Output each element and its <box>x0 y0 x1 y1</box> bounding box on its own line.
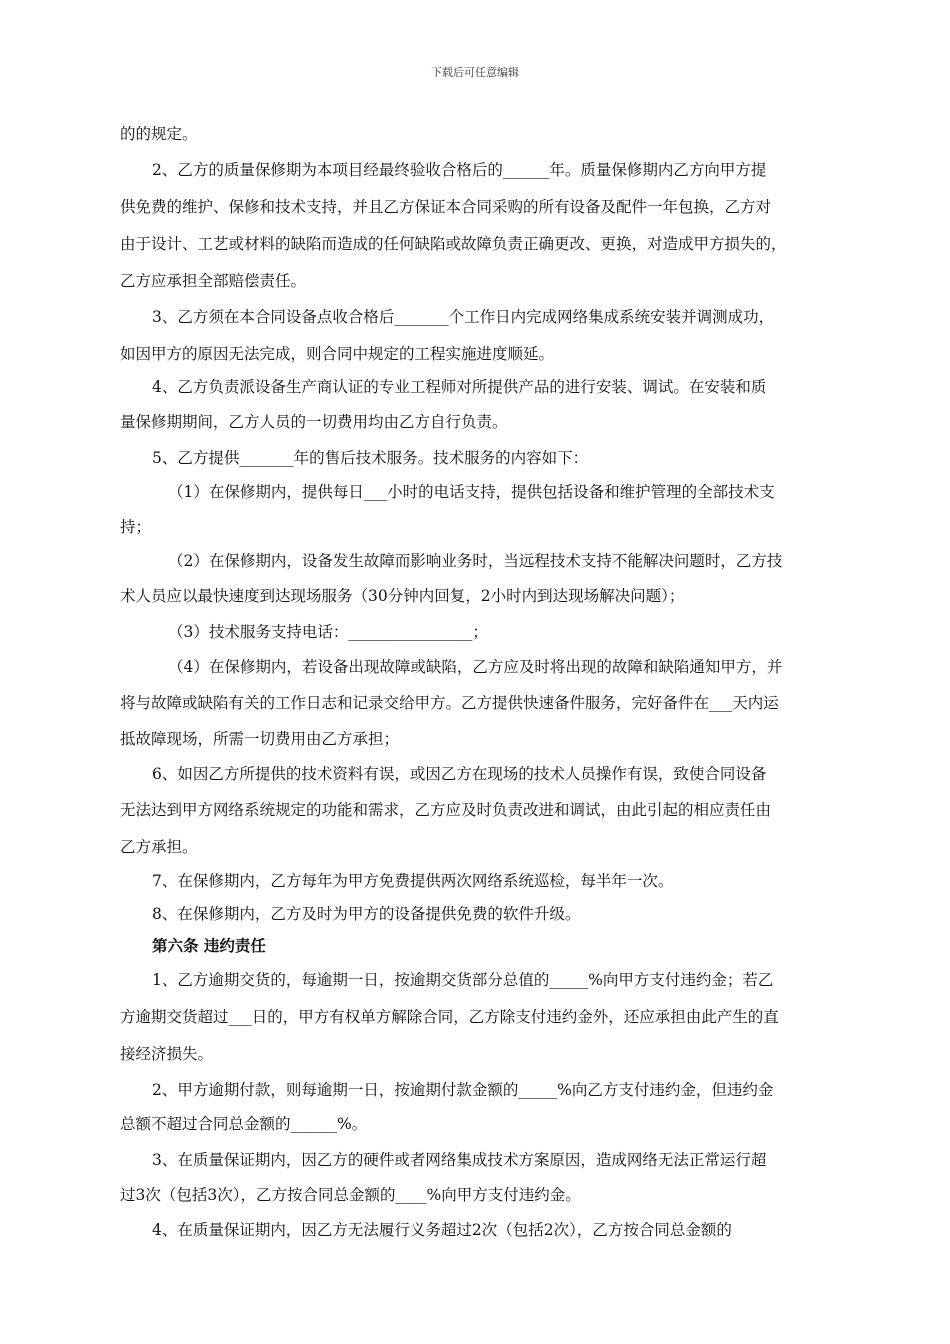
text-line: （4）在保修期内，若设备出现故障或缺陷，乙方应及时将出现的故障和缺陷通知甲方，并 <box>168 658 783 676</box>
text-line: 过3次（包括3次），乙方按合同总金额的____%向甲方支付违约金。 <box>120 1186 581 1204</box>
text-line: （2）在保修期内，设备发生故障而影响业务时，当远程技术支持不能解决问题时，乙方技 <box>168 552 783 570</box>
text-line: 方逾期交货超过___日的，甲方有权单方解除合同，乙方除支付违约金外，还应承担由此产生的直 <box>120 1008 779 1026</box>
text-line: 量保修期期间，乙方人员的一切费用均由乙方自行负责。 <box>120 413 508 431</box>
text-line: 乙方承担。 <box>120 838 198 856</box>
text-line: （1）在保修期内，提供每日___小时的电话支持，提供包括设备和维护管理的全部技术支 <box>168 483 775 501</box>
text-line: 持； <box>120 518 152 536</box>
text-line: 将与故障或缺陷有关的工作日志和记录交给甲方。乙方提供快速备件服务，完好备件在___天内运 <box>120 694 779 712</box>
text-line: 5、乙方提供_______年的售后技术服务。技术服务的内容如下： <box>152 449 589 467</box>
text-line: 3、乙方须在本合同设备点收合格后_______个工作日内完成网络集成系统安装并调测成功， <box>152 308 775 326</box>
text-line: 抵故障现场，所需一切费用由乙方承担； <box>120 730 400 748</box>
text-line: 1、乙方逾期交货的，每逾期一日，按逾期交货部分总值的_____%向甲方支付违约金；若乙 <box>152 971 774 989</box>
text-line: 无法达到甲方网络系统规定的功能和需求，乙方应及时负责改进和调试，由此引起的相应责任由 <box>120 801 772 819</box>
text-line: 6、如因乙方所提供的技术资料有误，或因乙方在现场的技术人员操作有误，致使合同设备 <box>152 765 767 783</box>
text-line: 2、甲方逾期付款，则每逾期一日，按逾期付款金额的_____%向乙方支付违约金，但违约金 <box>152 1081 774 1099</box>
text-line: （3）技术服务支持电话：________________； <box>168 623 488 641</box>
text-line: 8、在保修期内，乙方及时为甲方的设备提供免费的软件升级。 <box>152 905 581 923</box>
text-line: 乙方应承担全部赔偿责任。 <box>120 272 307 290</box>
text-line: 术人员应以最快速度到达现场服务（30分钟内回复，2小时内到达现场解决问题）； <box>120 587 685 605</box>
text-line: 4、在质量保证期内，因乙方无法履行义务超过2次（包括2次），乙方按合同总金额的 <box>152 1221 732 1239</box>
text-line: 如因甲方的原因无法完成，则合同中规定的工程实施进度顺延。 <box>120 345 555 363</box>
text-line: 总额不超过合同总金额的______%。 <box>120 1115 368 1133</box>
page-header: 下载后可任意编辑 <box>431 66 519 79</box>
text-line: 接经济损失。 <box>120 1045 214 1063</box>
text-line: 供免费的维护、保修和技术支持，并且乙方保证本合同采购的所有设备及配件一年包换，乙方对 <box>120 198 772 216</box>
section-heading: 第六条 违约责任 <box>152 936 266 955</box>
text-line: 7、在保修期内，乙方每年为甲方免费提供两次网络系统巡检，每半年一次。 <box>152 872 674 890</box>
text-line: 3、在质量保证期内，因乙方的硬件或者网络集成技术方案原因，造成网络无法正常运行超 <box>152 1151 767 1169</box>
text-line: 的的规定。 <box>120 125 198 143</box>
text-line: 由于设计、工艺或材料的缺陷而造成的任何缺陷或故障负责正确更改、更换，对造成甲方损失的， <box>120 235 787 253</box>
text-line: 2、乙方的质量保修期为本项目经最终验收合格后的______年。质量保修期内乙方向甲方提 <box>152 161 767 179</box>
text-line: 4、乙方负责派设备生产商认证的专业工程师对所提供产品的进行安装、调试。在安装和质 <box>152 378 767 396</box>
